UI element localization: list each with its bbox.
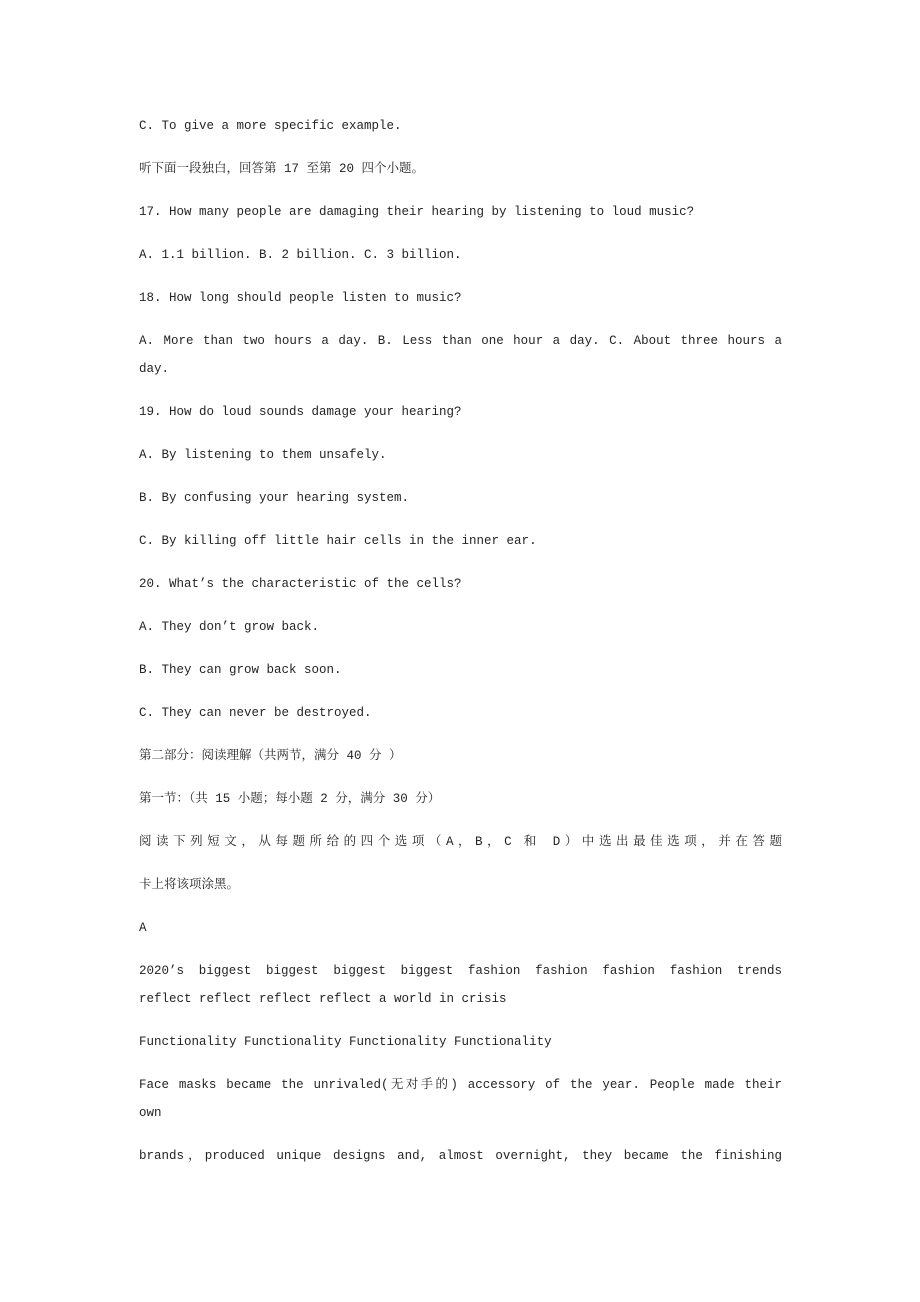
question-18-options-line-2: day. — [139, 362, 170, 376]
passage-a-label: A — [139, 921, 147, 935]
question-20-option-a: A. They don’t grow back. — [139, 620, 320, 634]
question-19-option-a: A. By listening to them unsafely. — [139, 448, 387, 462]
question-17: 17. How many people are damaging their hearing by listening to loud music? — [139, 205, 695, 219]
question-20-option-b: B. They can grow back soon. — [139, 663, 342, 677]
passage-a-body-line-3: brands，produced unique designs and, almost overnight, they became the finishing — [139, 1149, 782, 1163]
question-20-option-c: C. They can never be destroyed. — [139, 706, 372, 720]
section-1-heading: 第一节：（共 15 小题；每小题 2 分，满分 30 分） — [139, 792, 441, 806]
passage-a-body-line-2: own — [139, 1106, 162, 1120]
passage-a-title-line-1: 2020’s biggest biggest biggest biggest fashion fashion fashion fashion trends — [139, 964, 782, 978]
passage-a-body-line-1: Face masks became the unrivaled(无对手的) accessory of the year. People made their — [139, 1078, 782, 1092]
part-2-heading: 第二部分：阅读理解（共两节，满分 40 分 ） — [139, 749, 402, 763]
passage-a-title-line-2: reflect reflect reflect reflect a world in crisis — [139, 992, 507, 1006]
reading-instruction-line-1: 阅读下列短文，从每题所给的四个选项（A，B，C 和 D）中选出最佳选项，并在答题 — [139, 835, 782, 849]
question-18: 18. How long should people listen to music? — [139, 291, 462, 305]
question-19-option-b: B. By confusing your hearing system. — [139, 491, 410, 505]
passage-a-subtitle: Functionality Functionality Functionality Functionality — [139, 1035, 552, 1049]
question-19-option-c: C. By killing off little hair cells in the inner ear. — [139, 534, 537, 548]
question-19: 19. How do loud sounds damage your hearing? — [139, 405, 462, 419]
question-20: 20. What’s the characteristic of the cells? — [139, 577, 462, 591]
question-18-options-line-1: A. More than two hours a day. B. Less than one hour a day. C. About three hours a — [139, 334, 782, 348]
reading-instruction-line-2: 卡上将该项涂黑。 — [139, 878, 240, 892]
listening-monologue-instruction: 听下面一段独白，回答第 17 至第 20 四个小题。 — [139, 162, 425, 176]
question-17-options: A. 1.1 billion. B. 2 billion. C. 3 billion. — [139, 248, 462, 262]
prev-question-option-c: C. To give a more specific example. — [139, 119, 402, 133]
